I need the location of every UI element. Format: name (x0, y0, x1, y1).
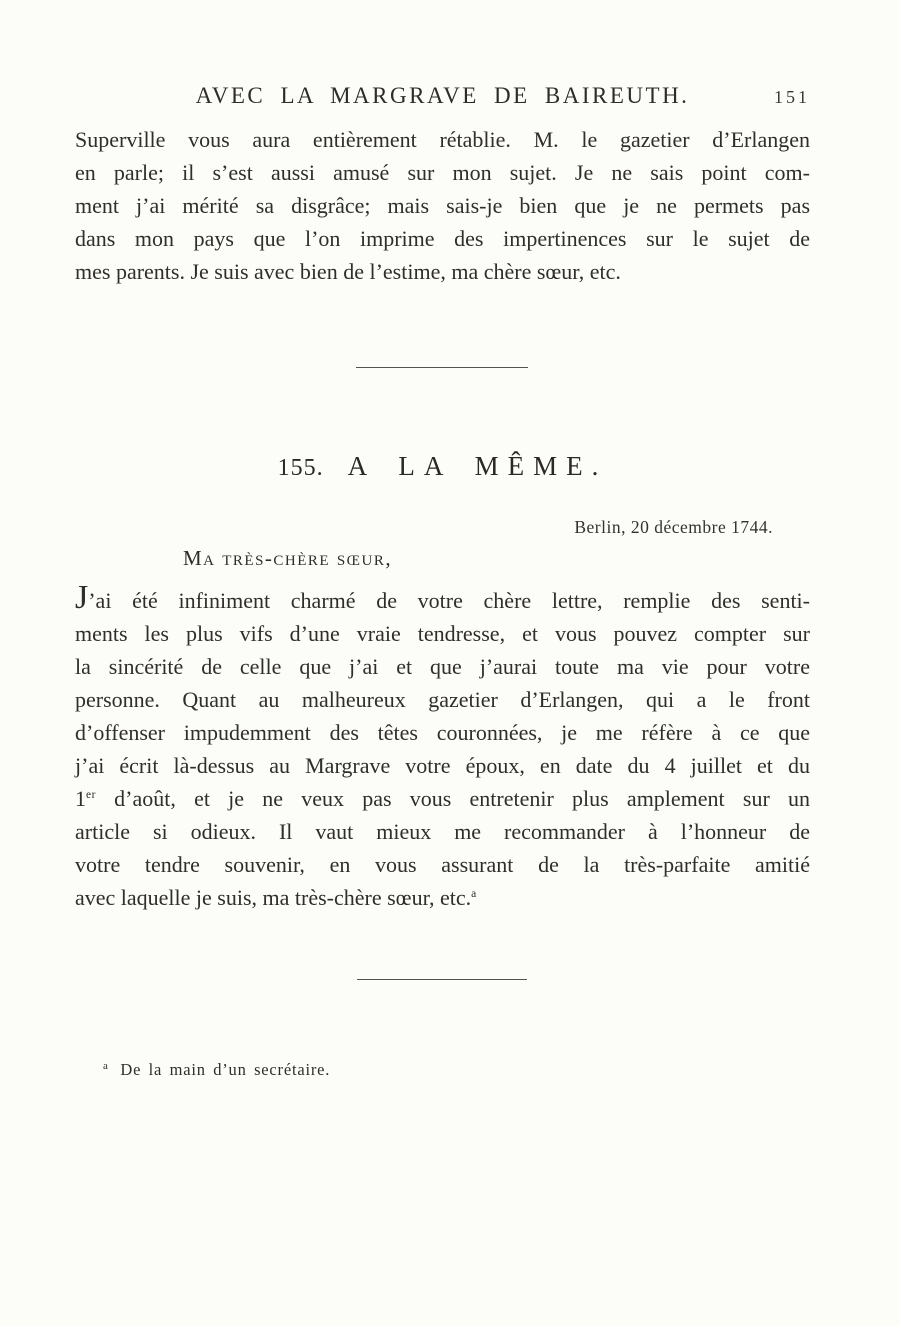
text-fragment: d’août, et je ne veux pas vous entretenir plus amplement sur un (95, 786, 810, 811)
page-number: 151 (774, 87, 810, 107)
letter-heading (75, 451, 810, 482)
text-line (75, 881, 810, 914)
text-line: en parle; il s’est aussi amusé sur mon sujet. Je ne sais point com- (75, 160, 810, 185)
text-line: ments les plus vifs d’une vraie tendresse, et vous pouvez compter sur (75, 621, 810, 646)
footnote (103, 1058, 330, 1082)
section-divider (356, 367, 528, 368)
text-line: ment j’ai mérité sa disgrâce; mais sais-je bien que je ne permets pas (75, 193, 810, 218)
text-line: dans mon pays que l’on imprime des impertinences sur le sujet de (75, 226, 810, 251)
letter-number: 155. (277, 455, 324, 481)
letter-154-continuation (75, 123, 810, 288)
text-line: d’offenser impudemment des têtes couronnées, je me réfère à ce que (75, 720, 810, 745)
text-fragment: avec laquelle je suis, ma très-chère sœur, etc. (75, 885, 472, 910)
ordinal-superscript: er (86, 789, 96, 801)
text-line: article si odieux. Il vaut mieux me recommander à l’honneur de (75, 819, 810, 844)
text-line (75, 579, 810, 617)
running-header (75, 83, 810, 113)
dateline: Berlin, 20 décembre 1744. (574, 517, 773, 537)
letter-155-body (75, 579, 810, 914)
text-line: la sincérité de celle que j’ai et que j’aurai toute ma vie pour votre (75, 654, 810, 679)
text-line: Superville vous aura entièrement rétablie. M. le gazetier d’Erlangen (75, 127, 810, 152)
text-line: j’ai écrit là-dessus au Margrave votre époux, en date du 4 juillet et du (75, 753, 810, 778)
salutation: Ma très-chère sœur, (183, 546, 393, 570)
text-line (75, 782, 810, 815)
text-fragment: ’ai été infiniment charmé de votre chère lettre, remplie des senti- (88, 588, 810, 613)
footnote-marker: a (103, 1060, 109, 1072)
text-line: personne. Quant au malheureux gazetier d’Erlangen, qui a le front (75, 687, 810, 712)
text-fragment: 1 (75, 786, 86, 811)
footnote-reference-a: a (471, 888, 477, 900)
initial-capital: J (75, 579, 89, 616)
footnote-divider (357, 979, 527, 980)
header-title: AVEC LA MARGRAVE DE BAIREUTH. (195, 83, 690, 108)
letter-title: A LA MÊME. (347, 451, 608, 481)
text-line: mes parents. Je suis avec bien de l’estime, ma chère sœur, etc. (75, 259, 621, 284)
footnote-text: De la main d’un secrétaire. (120, 1060, 331, 1079)
text-line: votre tendre souvenir, en vous assurant de la très-parfaite amitié (75, 852, 810, 877)
